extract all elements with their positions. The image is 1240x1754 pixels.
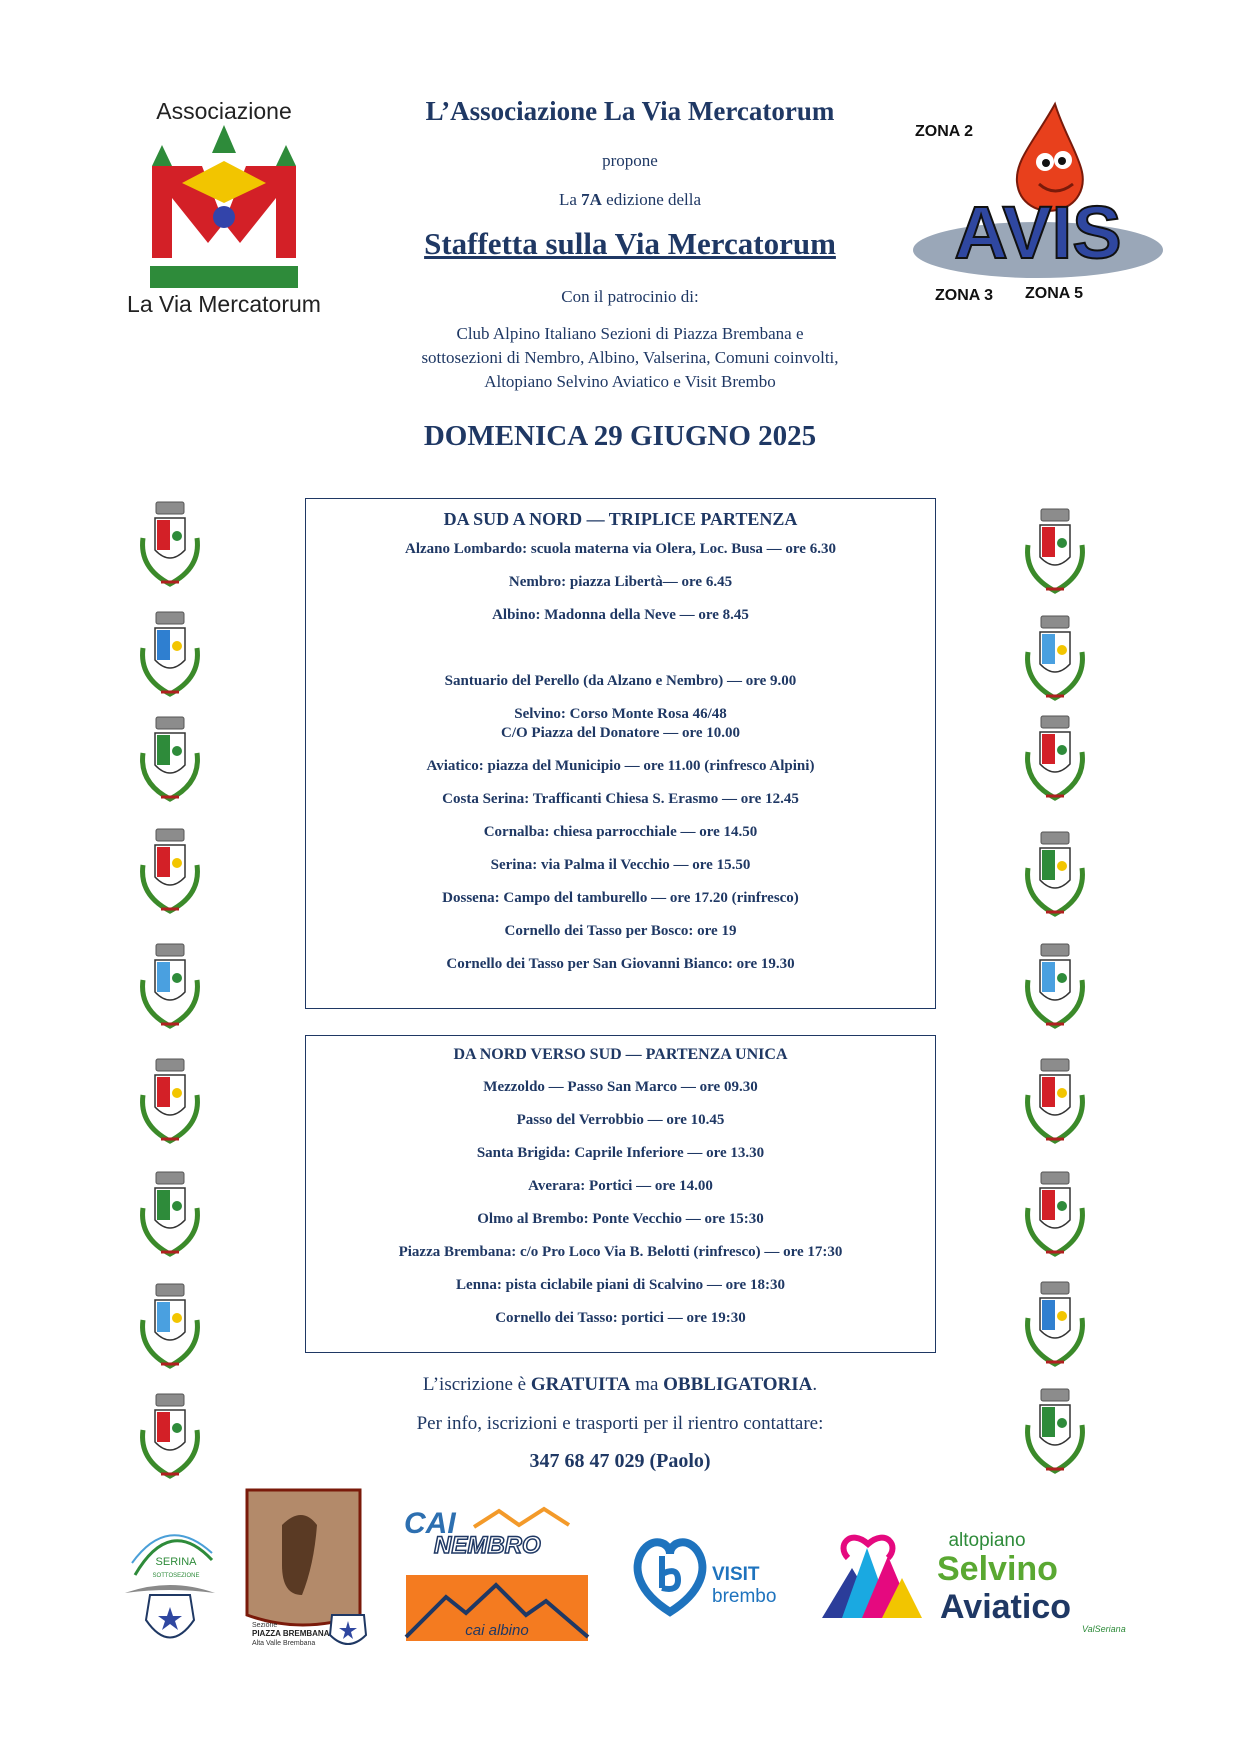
municipal-crest-icon bbox=[1020, 1385, 1090, 1477]
schedule-row: Santuario del Perello (da Alzano e Nembro) — ore 9.00 bbox=[444, 673, 797, 689]
schedule-row: Passo del Verrobbio — ore 10.45 bbox=[516, 1112, 725, 1128]
municipal-crest-icon bbox=[135, 825, 205, 917]
patronage-line: Altopiano Selvino Aviatico e Visit Brembo bbox=[484, 372, 776, 391]
patronage-label: Con il patrocinio di: bbox=[561, 287, 699, 306]
schedule-row: Cornalba: chiesa parrocchiale — ore 14.50 bbox=[483, 824, 758, 840]
contact-phone: 347 68 47 029 (Paolo) bbox=[529, 1450, 711, 1472]
north-south-title: DA NORD VERSO SUD — PARTENZA UNICA bbox=[453, 1046, 788, 1063]
schedule-row: Alzano Lombardo: scuola materna via Olera, Loc. Busa — ore 6.30 bbox=[405, 541, 836, 557]
cai-albino-text: cai albino bbox=[465, 1622, 529, 1639]
municipal-crest-icon bbox=[135, 1055, 205, 1147]
selvino-line2: Selvino bbox=[937, 1550, 1058, 1588]
schedule-row: Costa Serina: Trafficanti Chiesa S. Erasmo — ore 12.45 bbox=[442, 791, 799, 807]
schedule-row: Averara: Portici — ore 14.00 bbox=[528, 1178, 713, 1194]
reg-post: . bbox=[812, 1374, 818, 1395]
edition-post: edizione della bbox=[601, 190, 702, 209]
municipal-crest-icon bbox=[1020, 828, 1090, 920]
edition-number: 7A bbox=[581, 190, 602, 209]
patronage-line: Club Alpino Italiano Sezioni di Piazza Brembana e bbox=[456, 324, 804, 343]
schedule-row: Cornello dei Tasso: portici — ore 19:30 bbox=[495, 1310, 746, 1326]
cai-nembro-text: NEMBRO bbox=[434, 1532, 541, 1559]
municipal-crest-icon bbox=[1020, 712, 1090, 804]
schedule-row: Albino: Madonna della Neve — ore 8.45 bbox=[492, 607, 749, 623]
south-north-box bbox=[305, 498, 936, 1009]
avis-zone-right: ZONA 5 bbox=[1025, 285, 1084, 302]
avis-zone-left: ZONA 3 bbox=[935, 287, 994, 304]
avis-logo bbox=[905, 100, 1170, 310]
association-logo-bottom-text: La Via Mercatorum bbox=[127, 291, 321, 317]
municipal-crest-icon bbox=[135, 1280, 205, 1372]
municipal-crest-icon bbox=[1020, 1168, 1090, 1260]
schedule-row-line: Selvino: Corso Monte Rosa 46/48 bbox=[514, 706, 727, 722]
edition-pre: La bbox=[558, 190, 582, 209]
municipal-crest-icon bbox=[1020, 1278, 1090, 1370]
cai-piazza-brembana-logo bbox=[242, 1485, 377, 1650]
selvino-line4: ValSeriana bbox=[1082, 1624, 1126, 1634]
selvino-aviatico-logo bbox=[822, 1528, 1126, 1638]
association-logo bbox=[112, 98, 342, 333]
municipal-crest-icon bbox=[1020, 505, 1090, 597]
schedule-row: Piazza Brembana: c/o Pro Loco Via B. Belotti (rinfresco) — ore 17:30 bbox=[398, 1244, 843, 1260]
reg-free: GRATUITA bbox=[530, 1374, 631, 1395]
visit-brembo-line2: brembo bbox=[712, 1586, 777, 1607]
header-proposes: propone bbox=[602, 151, 658, 170]
event-date: DOMENICA 29 GIUGNO 2025 bbox=[423, 420, 817, 452]
selvino-line1: altopiano bbox=[948, 1530, 1026, 1551]
cai-nembro-logo bbox=[404, 1505, 589, 1559]
patronage-line: sottosezioni di Nembro, Albino, Valserina, Comuni coinvolti, bbox=[421, 348, 839, 367]
selvino-line3: Aviatico bbox=[940, 1588, 1072, 1626]
schedule-row: Serina: via Palma il Vecchio — ore 15.50 bbox=[490, 857, 751, 873]
municipal-crest-icon bbox=[135, 498, 205, 590]
info-line: Per info, iscrizioni e trasporti per il rientro contattare: bbox=[416, 1413, 824, 1434]
municipal-crest-icon bbox=[1020, 940, 1090, 1032]
municipal-crest-icon bbox=[1020, 1055, 1090, 1147]
avis-zone-top: ZONA 2 bbox=[915, 123, 974, 140]
municipal-crest-icon bbox=[1020, 612, 1090, 704]
reg-mid: ma bbox=[630, 1374, 664, 1395]
municipal-crest-icon bbox=[135, 1390, 205, 1482]
serina-text: SERINA bbox=[155, 1556, 197, 1568]
visit-brembo-line1: VISIT bbox=[712, 1564, 760, 1585]
piazza-line1: Sezione bbox=[252, 1622, 278, 1629]
schedule-row: Dossena: Campo del tamburello — ore 17.20 (rinfresco) bbox=[442, 890, 799, 906]
registration-note bbox=[300, 1374, 940, 1396]
schedule-row: Mezzoldo — Passo San Marco — ore 09.30 bbox=[483, 1079, 758, 1095]
cai-nembro-cai: CAI bbox=[404, 1507, 456, 1540]
association-logo-top-text: Associazione bbox=[156, 98, 292, 124]
schedule-row bbox=[306, 705, 935, 743]
schedule-row: Cornello dei Tasso per San Giovanni Bianco: ore 19.30 bbox=[446, 956, 795, 972]
cai-serina-logo bbox=[120, 1515, 220, 1660]
serina-sub: SOTTOSEZIONE bbox=[152, 1573, 200, 1579]
visit-brembo-logo bbox=[628, 1532, 798, 1620]
cai-albino-logo bbox=[406, 1575, 588, 1641]
schedule-row: Lenna: pista ciclabile piani di Scalvino — ore 18:30 bbox=[456, 1277, 785, 1293]
schedule-row-line: C/O Piazza del Donatore — ore 10.00 bbox=[501, 725, 740, 741]
schedule-row: Santa Brigida: Caprile Inferiore — ore 13.30 bbox=[476, 1145, 765, 1161]
municipal-crest-icon bbox=[135, 1168, 205, 1260]
header-edition bbox=[370, 190, 890, 210]
municipal-crest-icon bbox=[135, 608, 205, 700]
north-south-box bbox=[305, 1035, 936, 1353]
schedule-row: Aviatico: piazza del Municipio — ore 11.00 (rinfresco Alpini) bbox=[426, 758, 815, 774]
schedule-row: Olmo al Brembo: Ponte Vecchio — ore 15:30 bbox=[477, 1211, 764, 1227]
schedule-row: Cornello dei Tasso per Bosco: ore 19 bbox=[504, 923, 737, 939]
patronage-list bbox=[370, 322, 890, 394]
south-north-title: DA SUD A NORD — TRIPLICE PARTENZA bbox=[443, 509, 798, 529]
municipal-crest-icon bbox=[135, 713, 205, 805]
reg-pre: L’iscrizione è bbox=[422, 1374, 531, 1395]
event-name: Staffetta sulla Via Mercatorum bbox=[424, 226, 836, 261]
header-title: L’Associazione La Via Mercatorum bbox=[425, 96, 835, 126]
reg-mandatory: OBBLIGATORIA bbox=[663, 1374, 813, 1395]
schedule-row: Nembro: piazza Libertà— ore 6.45 bbox=[508, 574, 733, 590]
piazza-line2: PIAZZA BREMBANA bbox=[252, 1629, 330, 1638]
piazza-line3: Alta Valle Brembana bbox=[252, 1640, 316, 1647]
municipal-crest-icon bbox=[135, 940, 205, 1032]
avis-logo-text: AVIS bbox=[954, 191, 1122, 274]
